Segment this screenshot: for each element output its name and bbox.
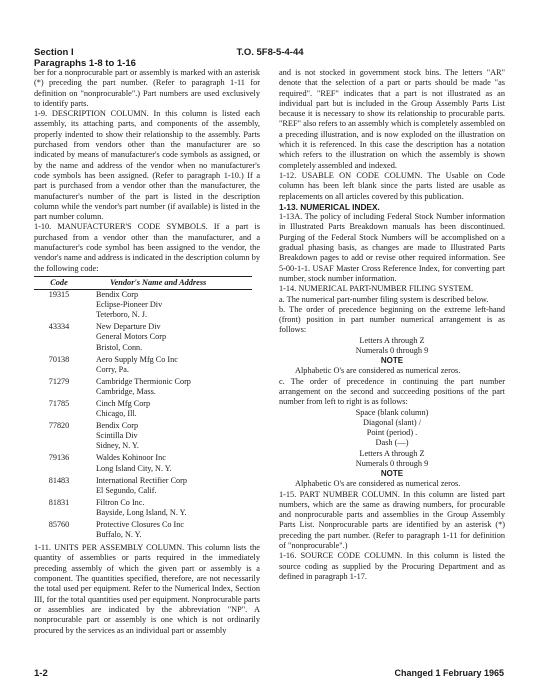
- table-header-vendor: Vendor's Name and Address: [84, 276, 252, 289]
- vendor-code: [34, 387, 84, 399]
- vendor-address-line: Aero Supply Mfg Co Inc: [96, 354, 178, 364]
- vendor-code: [34, 365, 84, 377]
- vendor-code: 43334: [48, 322, 70, 332]
- right-column: [279, 68, 505, 582]
- to-number: T.O. 5F8-5-4-44: [236, 47, 304, 58]
- table-row: [34, 377, 252, 387]
- vendor-address-line: Cambridge Thermionic Corp: [96, 376, 191, 386]
- note-text: Alphabetic O's are considered as numerical zeros.: [295, 366, 461, 376]
- vendor-code: [34, 300, 84, 310]
- paragraph-continuation-right: and is not stocked in government stock bins. The letters "AR" denote that the selection of a part or parts should be made "as required". "REF" indicates that a part is not illustrated as an individual part but is included in the Group Assembly Parts List because it is necessary to show its relationship to procurable parts. "REF" also refers to an assembly which is completely assembled on a preceding illustration, and is now exploded on the illustration on which it is referenced. In this case the description has a notation which refers to the illustration on which the assembly is shown completely assembled and indexed.: [279, 68, 505, 170]
- table-row: [34, 332, 252, 342]
- heading-1-13: 1-13. NUMERICAL INDEX.: [279, 201, 380, 212]
- section-label: Section I: [34, 47, 74, 58]
- vendor-code: [34, 310, 84, 322]
- vendor-code: 81483: [48, 475, 70, 485]
- vendor-code: 79136: [48, 453, 70, 463]
- paragraph-1-11: 1-11. UNITS PER ASSEMBLY COLUMN. This column lists the quantity of assemblies or parts required in the immediately preceding assembly of which the given part or assembly is a component. The quantities specified, therefore, are not necessarily the total used per equipment. Refer to the Numerical Index, Section III, for the total quantities used per equipment. Nonprocurable parts or assemblies are indicated by the abbreviation "NP". A nonprocurable part or assembly is one which is not ordinarily procured by the services as an individual part or assembly: [34, 543, 260, 635]
- table-row: [34, 310, 252, 322]
- paragraph-1-16: 1-16. SOURCE CODE COLUMN. In this column is listed the source coding as supplied by the Procuring Department and as defined in paragraph 1-17.: [279, 551, 505, 581]
- table-row: [34, 365, 252, 377]
- table-row: [34, 498, 252, 508]
- vendor-address-line: Bendix Corp: [96, 290, 139, 300]
- vendor-code: 81831: [48, 497, 70, 507]
- paragraph-1-14-c: c. The order of precedence in continuing the part number arrangement on the second and succeeding positions of the part number from left to right is as follows:: [279, 376, 505, 407]
- vendor-address-line: Chicago, Ill.: [96, 409, 137, 419]
- vendor-code: [34, 332, 84, 342]
- paragraph-1-10: 1-10. MANUFACTURER'S CODE SYMBOLS. If a part is purchased from a vendor other than the manufacturer, and a manufacturer's code symbol has been assigned to the vendor, the vendor's name and address is indicated in the description column by the following code:: [34, 222, 260, 273]
- paragraphs-label: Paragraphs 1-8 to 1-16: [34, 58, 136, 69]
- paragraph-1-14-a: a. The numerical part-number filing system is described below.: [279, 294, 489, 304]
- left-column: [34, 68, 260, 636]
- vendor-address-line: El Segundo, Calif.: [96, 485, 157, 495]
- table-row: [34, 508, 252, 520]
- table-row: [34, 322, 252, 332]
- vendor-address-line: Scintilla Div: [96, 431, 138, 441]
- table-row: [34, 476, 252, 486]
- order-list-b: [279, 336, 505, 357]
- vendor-code: [34, 508, 84, 520]
- vendor-code: [34, 441, 84, 453]
- table-row: [34, 464, 252, 476]
- vendor-address-line: International Rectifier Corp: [96, 475, 187, 485]
- vendor-address-line: Corry, Pa.: [96, 364, 129, 374]
- vendor-code: [34, 464, 84, 476]
- table-row: [34, 453, 252, 463]
- paragraph-1-14-b: b. The order of precedence beginning on the extreme left-hand (front) position in part number numerical arrangement is as follows:: [279, 304, 505, 335]
- note-text: Alphabetic O's are considered as numerical zeros.: [295, 479, 461, 489]
- vendor-address-line: Teterboro, N. J.: [96, 310, 148, 320]
- table-row: [34, 421, 252, 431]
- note-label: NOTE: [380, 356, 404, 366]
- table-row: [34, 431, 252, 441]
- order-item: Letters A through Z: [359, 335, 425, 345]
- vendor-code: [34, 409, 84, 421]
- table-row: [34, 399, 252, 409]
- vendor-code: 71785: [48, 398, 70, 408]
- vendor-address-line: Bristol, Conn.: [96, 342, 143, 352]
- vendor-address-line: Eclipse-Pioneer Div: [96, 300, 163, 310]
- table-row: [34, 300, 252, 310]
- vendor-code: [34, 486, 84, 498]
- note-label: NOTE: [380, 469, 404, 479]
- vendor-code: 71279: [48, 376, 70, 386]
- order-item: Letters A through Z: [359, 448, 425, 458]
- vendor-code-table: [34, 276, 252, 542]
- vendor-address-line: General Motors Corp: [96, 332, 167, 342]
- table-row: [34, 355, 252, 365]
- order-item: Space (blank column): [355, 407, 429, 417]
- paragraph-1-12: 1-12. USABLE ON CODE COLUMN. The Usable on Code column has been left blank since the parts listed are usable as replacements on all articles covered by this publication.: [279, 170, 505, 201]
- vendor-code: 70138: [48, 354, 70, 364]
- vendor-address-line: Cambridge, Mass.: [96, 386, 156, 396]
- vendor-address-line: Bendix Corp: [96, 421, 139, 431]
- order-item: Point (period) .: [366, 428, 418, 438]
- order-list-c: [279, 408, 505, 470]
- vendor-address-line: Waldes Kohinoor Inc: [96, 453, 166, 463]
- order-item: Diagonal (slant) /: [362, 417, 422, 427]
- paragraph-1-13a: 1-13A. The policy of including Federal Stock Number information in Illustrated Parts Breakdown manuals has been discontinued. Purging of the Federal Stock Numbers will be accomplished on a gradual phasing basis, as changes are made to Illustrated Parts Breakdown pages to add or revise other required information. See 5-00-1-1. USAF Master Cross Reference Index, for converting part number, stock number information.: [279, 212, 505, 283]
- order-item: Dash (—): [375, 438, 409, 448]
- vendor-code: [34, 530, 84, 542]
- vendor-address-line: Protective Closures Co Inc: [96, 520, 184, 529]
- table-row: [34, 486, 252, 498]
- table-row: [34, 409, 252, 421]
- vendor-code: 77820: [48, 421, 70, 431]
- table-header-code: Code: [34, 276, 84, 289]
- table-row: [34, 343, 252, 355]
- change-date: Changed 1 February 1965: [394, 668, 504, 678]
- paragraph-1-9: 1-9. DESCRIPTION COLUMN. In this column is listed each assembly, its attaching parts, and components of the assembly, properly indented to show their relationship to the assembly. Parts purchased from vendors other than the manufacturer are so indicated by means of manufacturer's code symbols as assigned, or by the name and address of the vendor when no manufacturer's code symbols has been assigned. (Refer to paragraph 1-10.) If a part is purchased from a vendor other than the manufacturer, the manufacturer's number of the part is listed in the description column while the vendor's part number (if available) is listed in the part number column.: [34, 109, 260, 222]
- vendor-code: [34, 343, 84, 355]
- page-number: 1-2: [34, 668, 48, 679]
- vendor-code: 19315: [48, 290, 70, 300]
- table-row: [34, 530, 252, 542]
- vendor-address-line: Buffalo, N. Y.: [96, 530, 142, 540]
- vendor-address-line: Bayside, Long Island, N. Y.: [96, 507, 187, 517]
- paragraph-1-14: 1-14. NUMERICAL PART-NUMBER FILING SYSTEM.: [279, 284, 474, 294]
- vendor-address-line: Sidney, N. Y.: [96, 441, 139, 451]
- order-item: Numerals 0 through 9: [355, 458, 429, 468]
- vendor-address-line: Long Island City, N. Y.: [96, 463, 172, 473]
- paragraph-1-15: 1-15. PART NUMBER COLUMN. In this column are listed part numbers, which are the same as drawing numbers, for procurable and nonprocurable parts and assemblies in the Group Assembly Parts List. Nonprocurable parts are identified by an asterisk (*) preceding the part number. (Refer to paragraph 1-11 for definition of "nonprocurable".): [279, 489, 505, 551]
- vendor-code: 85760: [48, 520, 70, 529]
- vendor-address-line: Cinch Mfg Corp: [96, 398, 151, 408]
- table-row: [34, 290, 252, 301]
- table-row: [34, 387, 252, 399]
- vendor-address-line: New Departure Div: [96, 322, 161, 332]
- vendor-address-line: Filtron Co Inc.: [96, 497, 145, 507]
- paragraph-continuation: ber for a nonprocurable part or assembly is marked with an asterisk (*) preceding the part number. (Refer to paragraph 1-11 for definition on "nonprocurable".) Part numbers are used exclusively to identify parts.: [34, 68, 260, 108]
- table-row: [34, 520, 252, 530]
- vendor-code: [34, 431, 84, 441]
- order-item: Numerals 0 through 9: [355, 346, 429, 356]
- table-row: [34, 441, 252, 453]
